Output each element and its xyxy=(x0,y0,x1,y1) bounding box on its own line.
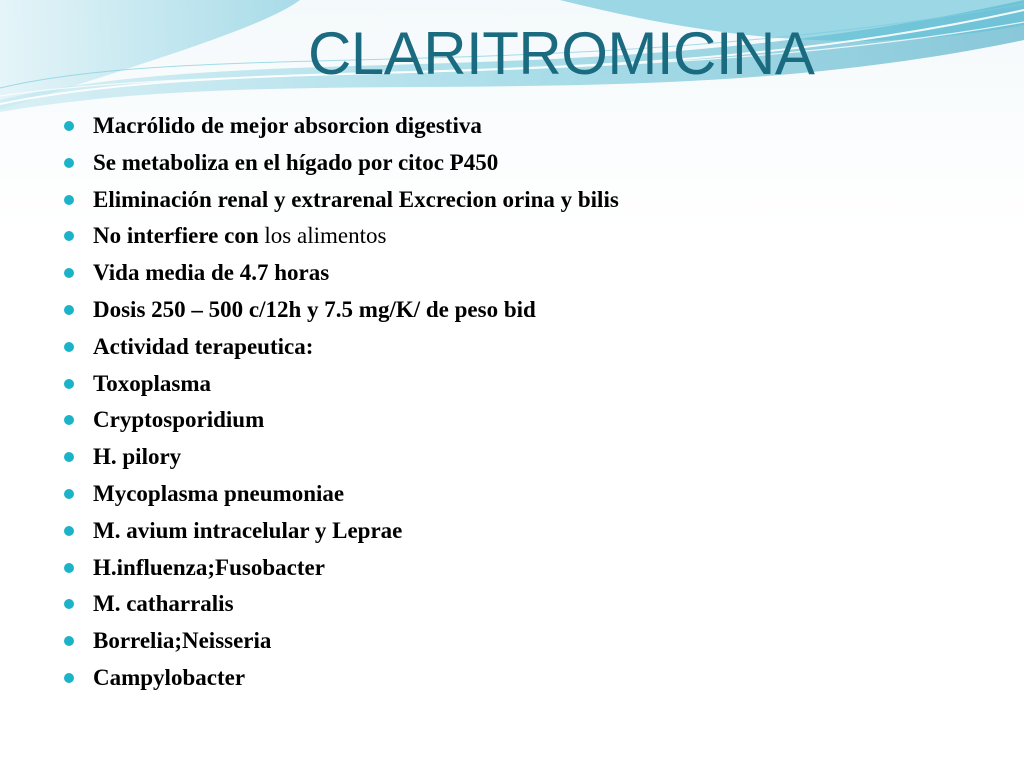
bullet-dot-icon xyxy=(64,489,74,499)
bullet-dot-icon xyxy=(64,121,74,131)
bullet-text-bold: Mycoplasma pneumoniae xyxy=(93,480,345,506)
bullet-text-bold: Se metaboliza en el hígado por citoc P450 xyxy=(93,149,499,175)
bullet-item xyxy=(62,586,619,623)
bullet-item xyxy=(62,550,619,587)
bullet-text-bold: Actividad terapeutica: xyxy=(93,333,314,359)
bullet-dot-icon xyxy=(64,379,74,389)
bullet-item xyxy=(62,513,619,550)
bullet-text-bold: Dosis 250 – 500 c/12h y 7.5 mg/K/ de peso bid xyxy=(93,296,536,322)
bullet-item xyxy=(62,218,619,255)
bullet-text-bold: Eliminación renal y extrarenal Excrecion orina y bilis xyxy=(93,186,619,212)
bullet-list xyxy=(62,108,619,697)
bullet-text-bold: M. catharralis xyxy=(93,591,234,617)
bullet-dot-icon xyxy=(64,305,74,315)
bullet-text-bold: Campylobacter xyxy=(93,664,246,690)
bullet-item xyxy=(62,439,619,476)
bullet-dot-icon xyxy=(64,636,74,646)
bullet-item xyxy=(62,182,619,219)
bullet-text-bold: H. pilory xyxy=(93,444,182,470)
bullet-item xyxy=(62,108,619,145)
bullet-dot-icon xyxy=(64,268,74,278)
bullet-dot-icon xyxy=(64,452,74,462)
bullet-item xyxy=(62,329,619,366)
bullet-text-bold: Cryptosporidium xyxy=(93,407,265,433)
bullet-text-bold: Borrelia;Neisseria xyxy=(93,628,272,654)
bullet-dot-icon xyxy=(64,195,74,205)
bullet-item xyxy=(62,366,619,403)
bullet-dot-icon xyxy=(64,673,74,683)
bullet-text-bold: M. avium intracelular y Leprae xyxy=(93,517,403,543)
bullet-item xyxy=(62,476,619,513)
bullet-item xyxy=(62,255,619,292)
bullet-dot-icon xyxy=(64,563,74,573)
bullet-item xyxy=(62,660,619,697)
bullet-dot-icon xyxy=(64,342,74,352)
bullet-text-bold: Macrólido de mejor absorcion digestiva xyxy=(93,113,482,138)
slide-title: CLARITROMICINA xyxy=(308,20,815,87)
bullet-item xyxy=(62,292,619,329)
bullet-dot-icon xyxy=(64,526,74,536)
bullet-item xyxy=(62,402,619,439)
bullet-dot-icon xyxy=(64,231,74,241)
bullet-text-bold: No interfiere con xyxy=(93,223,259,249)
bullet-text-bold: H.influenza;Fusobacter xyxy=(93,554,325,580)
bullet-text-normal: los alimentos xyxy=(258,223,387,249)
bullet-item xyxy=(62,623,619,660)
bullet-text-bold: Vida media de 4.7 horas xyxy=(93,260,330,286)
bullet-text-bold: Toxoplasma xyxy=(93,370,212,396)
bullet-dot-icon xyxy=(64,599,74,609)
bullet-dot-icon xyxy=(64,158,74,168)
bullet-item xyxy=(62,145,619,182)
bullet-dot-icon xyxy=(64,415,74,425)
